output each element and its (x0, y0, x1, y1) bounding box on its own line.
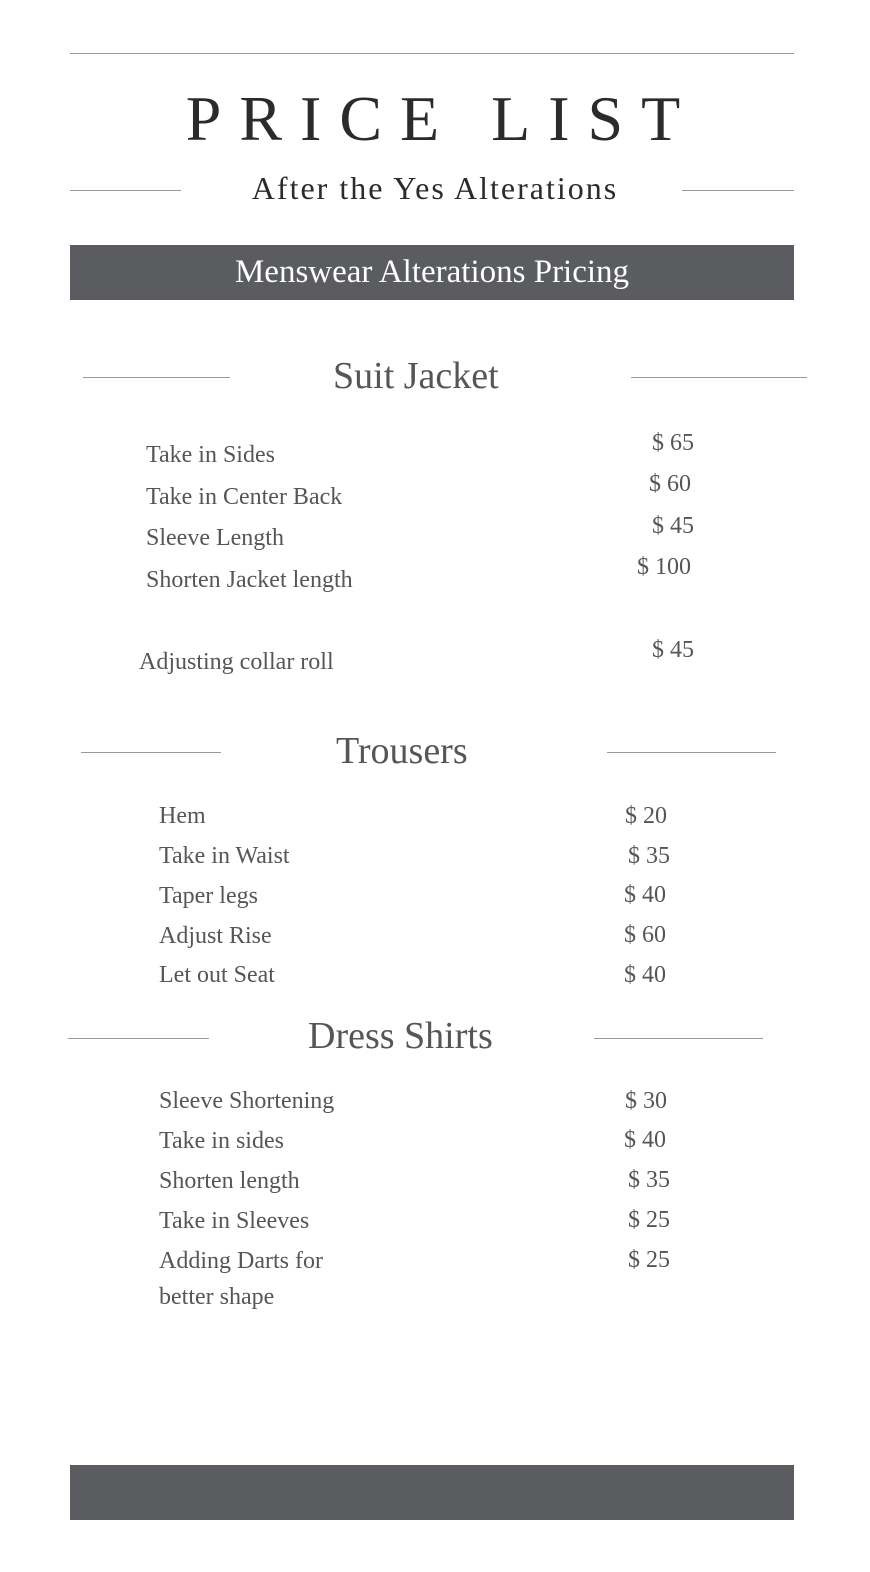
section-rule-left (83, 377, 230, 378)
section-banner: Menswear Alterations Pricing (70, 245, 794, 300)
list-item-price: $ 45 (652, 513, 694, 539)
list-item-label: Take in Center Back (146, 484, 343, 510)
list-item-label: Sleeve Length (146, 525, 284, 551)
list-item-price: $ 40 (624, 1127, 666, 1153)
footer-banner (70, 1465, 794, 1520)
section-rule-right (594, 1038, 763, 1039)
top-rule (70, 53, 794, 54)
list-item-price: $ 35 (628, 843, 670, 869)
list-item-price: $ 20 (625, 803, 667, 829)
subtitle-rule-right (682, 190, 794, 191)
list-item-label: Take in Sleeves (159, 1208, 310, 1234)
section-title: Trousers (336, 730, 468, 772)
list-item-label: Take in Waist (159, 843, 290, 869)
section-title: Suit Jacket (333, 355, 499, 397)
list-item-price: $ 40 (624, 882, 666, 908)
list-item-label: Adjust Rise (159, 923, 272, 949)
list-item-label: Taper legs (159, 883, 258, 909)
list-item-label: Shorten Jacket length (146, 567, 353, 593)
section-rule-left (81, 752, 221, 753)
list-item-label: Adjusting collar roll (139, 649, 334, 675)
list-item-price: $ 100 (637, 554, 691, 580)
list-item-price: $ 40 (624, 962, 666, 988)
page-title: PRICE LIST (185, 83, 699, 154)
list-item-price: $ 45 (652, 637, 694, 663)
list-item-price: $ 25 (628, 1207, 670, 1233)
list-item-label: Let out Seat (159, 962, 275, 988)
section-rule-right (631, 377, 807, 378)
list-item-label: Shorten length (159, 1168, 300, 1194)
section-title: Dress Shirts (308, 1015, 493, 1057)
section-rule-left (68, 1038, 209, 1039)
list-item-label: Sleeve Shortening (159, 1088, 335, 1114)
list-item-label: Hem (159, 803, 206, 829)
list-item-label: Take in Sides (146, 442, 275, 468)
page-subtitle: After the Yes Alterations (251, 170, 619, 206)
list-item-price: $ 65 (652, 430, 694, 456)
list-item-price: $ 30 (625, 1088, 667, 1114)
list-item-label: Adding Darts for better shape (159, 1248, 323, 1310)
list-item-price: $ 35 (628, 1167, 670, 1193)
list-item-price: $ 60 (649, 471, 691, 497)
section-rule-right (607, 752, 776, 753)
list-item-label: Take in sides (159, 1128, 284, 1154)
list-item-price: $ 60 (624, 922, 666, 948)
list-item-price: $ 25 (628, 1247, 670, 1273)
